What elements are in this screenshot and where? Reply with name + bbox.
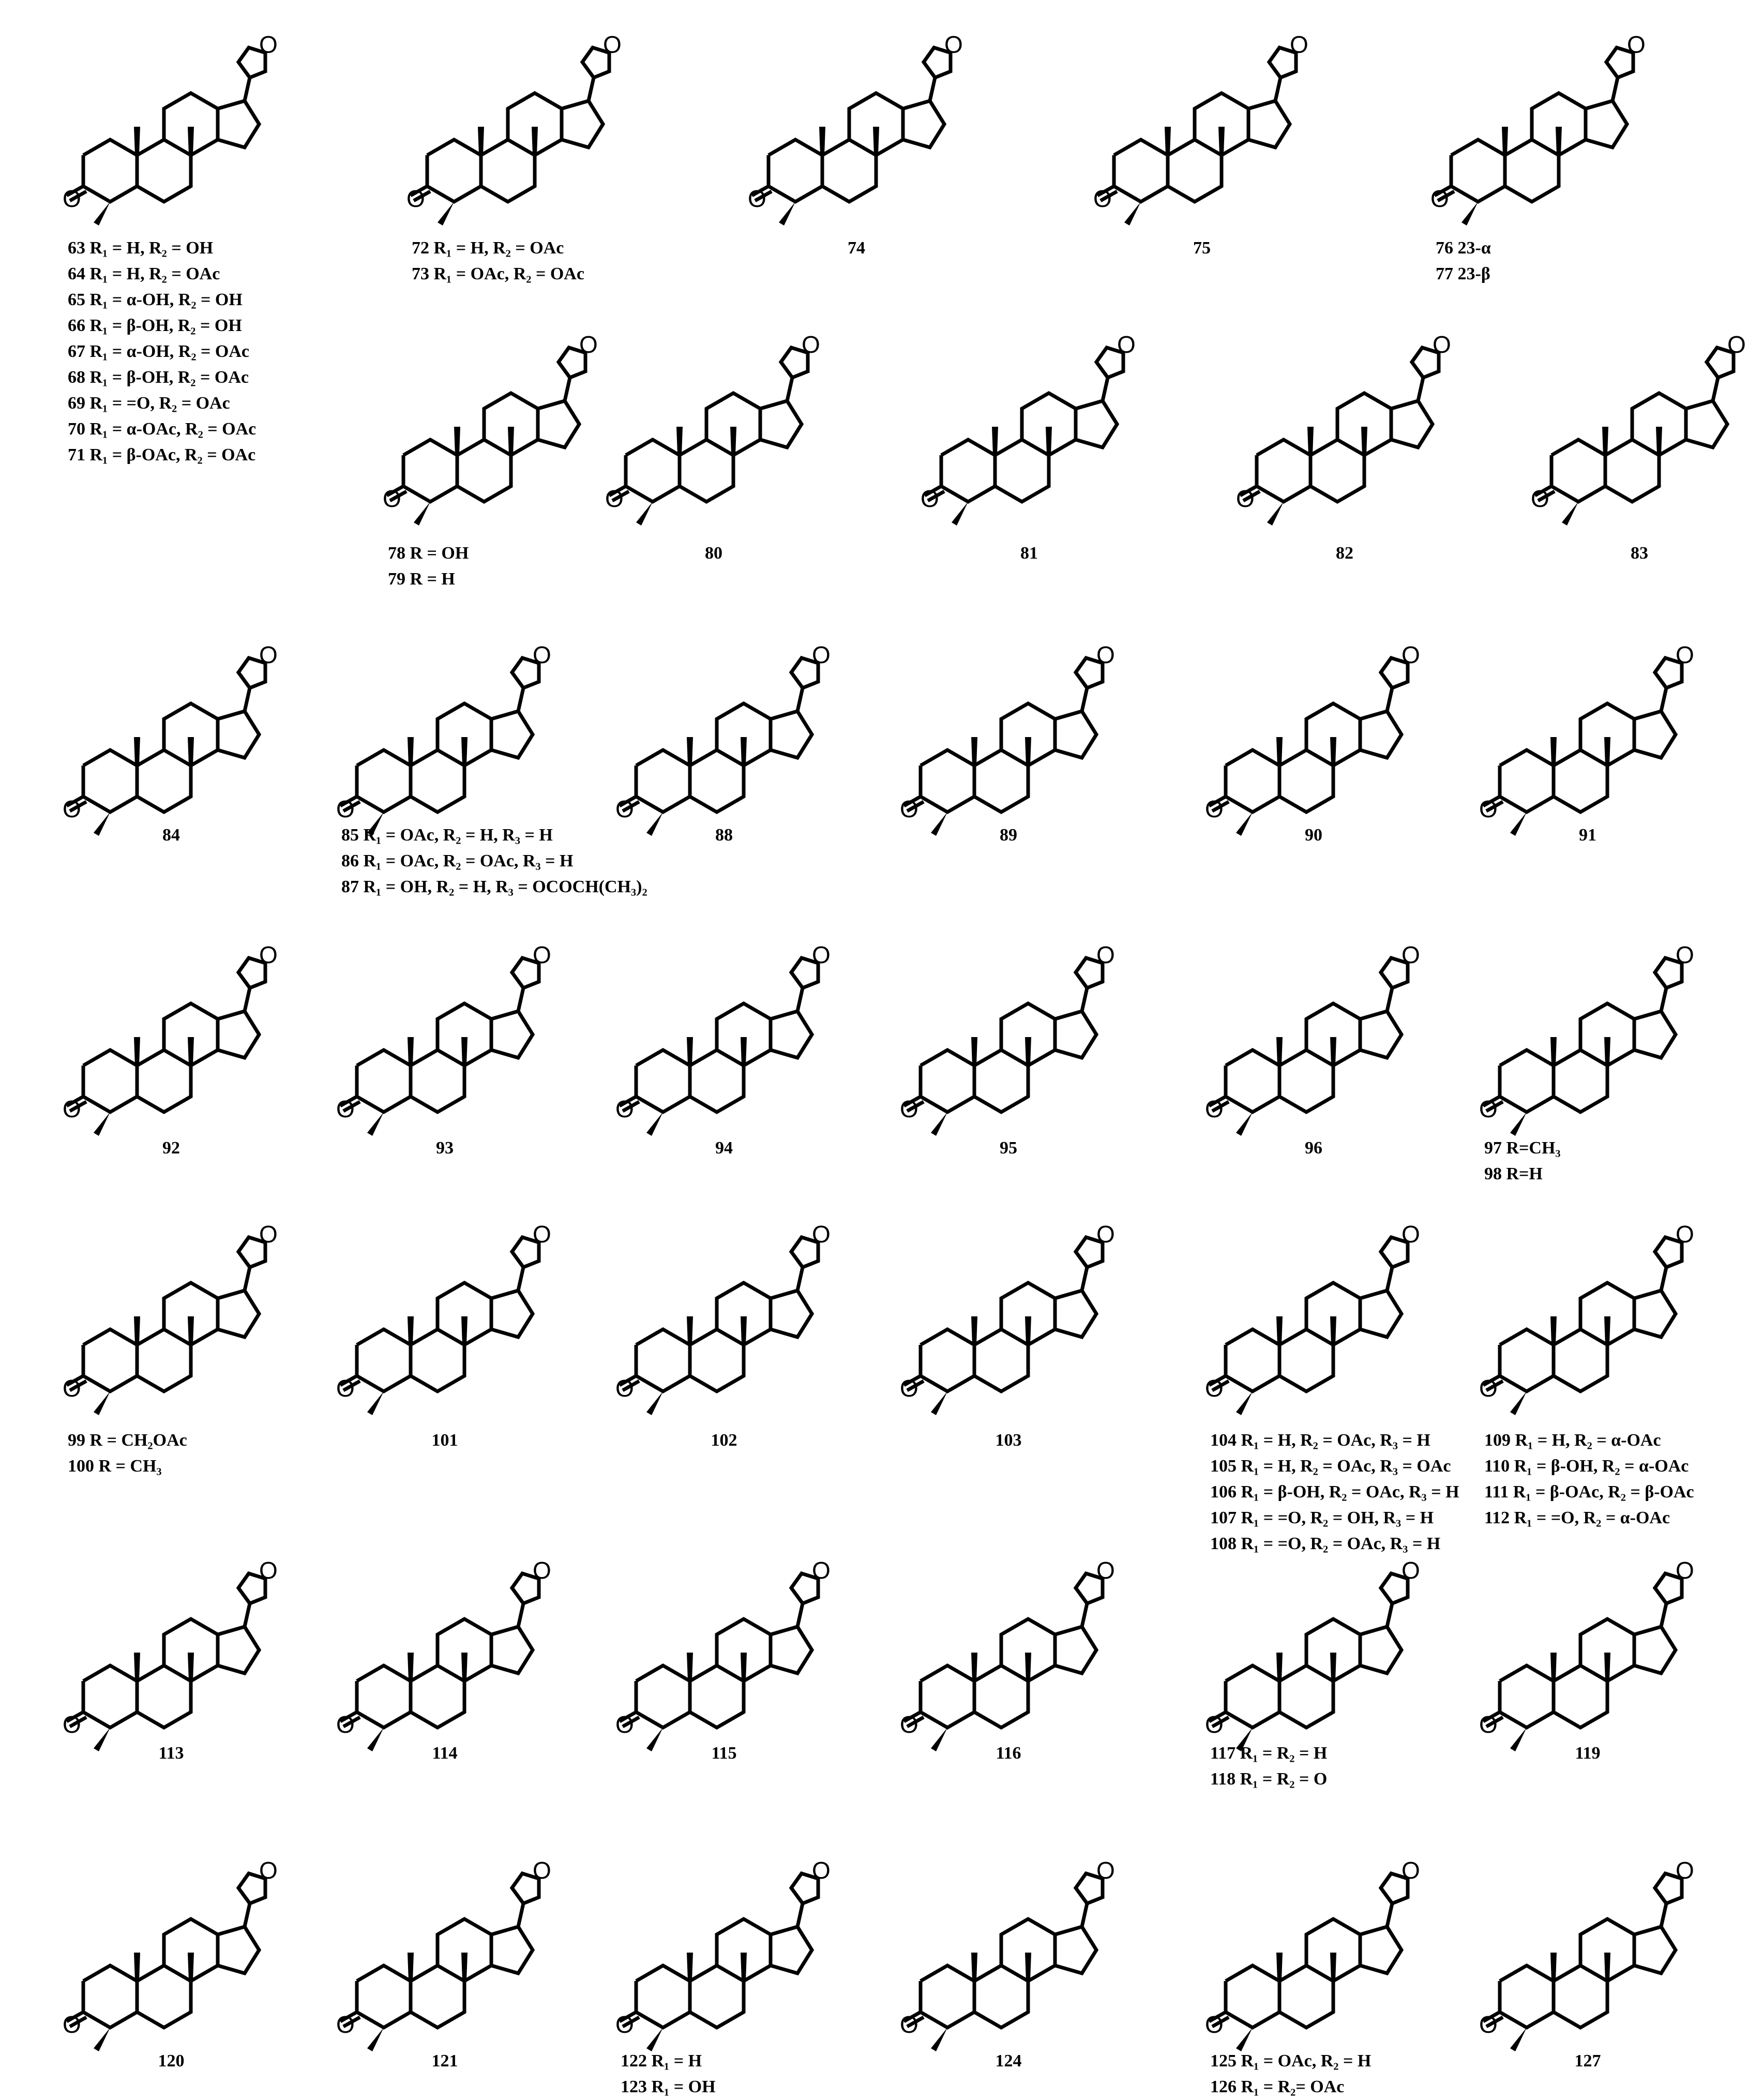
ketone-oxygen-label: O (1093, 185, 1112, 212)
ketone-oxygen-label: O (900, 796, 918, 822)
limonoid-skeleton-icon (1531, 331, 1748, 548)
ketone-oxygen-label: O (336, 1711, 355, 1738)
chemical-structure-122-123 (615, 1857, 833, 2077)
limonoid-skeleton-icon (900, 1857, 1117, 2074)
ketone-oxygen-label: O (900, 2011, 918, 2038)
compound-label-81 (1020, 541, 1038, 566)
compound-label-line: 115 (711, 1744, 737, 1763)
ketone-oxygen-label: O (383, 485, 401, 512)
ketone-oxygen-label: O (1205, 796, 1224, 822)
chemical-structure-95 (900, 941, 1117, 1161)
furan-oxygen-label: O (1402, 641, 1420, 668)
compound-label-114 (432, 1741, 457, 1766)
compound-label-line: 88 (715, 826, 733, 845)
ketone-oxygen-label: O (1430, 185, 1449, 212)
furan-oxygen-label: O (802, 331, 820, 358)
furan-oxygen-label: O (533, 1221, 551, 1248)
compound-label-117-118 (1210, 1741, 1327, 1792)
ketone-oxygen-label: O (1479, 2011, 1498, 2038)
furan-oxygen-label: O (1676, 641, 1694, 668)
compound-label-85-87 (341, 822, 647, 900)
compound-label-80 (705, 541, 722, 566)
compound-label-line: 90 (1305, 826, 1322, 845)
limonoid-skeleton-icon (63, 1221, 280, 1438)
chemical-structure-120 (63, 1857, 280, 2077)
ketone-oxygen-label: O (900, 1375, 918, 1402)
ketone-oxygen-label: O (900, 1096, 918, 1122)
compound-label-93 (436, 1135, 454, 1161)
compound-label-94 (715, 1135, 733, 1161)
compound-label-83 (1631, 541, 1648, 566)
compound-label-line: 109 R₁ = H, R₂ = α-OAc (1484, 1431, 1661, 1450)
compound-label-line: 63 R₁ = H, R₂ = OH (68, 238, 214, 258)
chemical-structure-83 (1531, 331, 1748, 551)
compound-label-line: 76 23-α (1436, 238, 1491, 258)
ketone-oxygen-label: O (63, 1711, 81, 1738)
compound-label-line: 64 R₁ = H, R₂ = OAc (68, 264, 220, 283)
furan-oxygen-label: O (1676, 941, 1694, 968)
chemical-structure-102 (615, 1221, 833, 1441)
compound-label-line: 71 R₁ = β-OAc, R₂ = OAc (68, 445, 256, 464)
chemical-structure-103 (900, 1221, 1117, 1441)
compound-label-line: 101 (431, 1431, 458, 1450)
furan-oxygen-label: O (259, 641, 278, 668)
chemical-structure-127 (1479, 1857, 1696, 2077)
furan-oxygen-label: O (1402, 1557, 1420, 1584)
furan-oxygen-label: O (1096, 1221, 1115, 1248)
ketone-oxygen-label: O (615, 1711, 634, 1738)
compound-label-104-108 (1210, 1428, 1459, 1557)
furan-oxygen-label: O (1627, 31, 1646, 58)
chemical-structure-80 (605, 331, 822, 551)
compound-label-line: 106 R₁ = β-OH, R₂ = OAc, R₃ = H (1210, 1482, 1459, 1502)
furan-oxygen-label: O (1117, 331, 1136, 358)
ketone-oxygen-label: O (1531, 485, 1549, 512)
limonoid-skeleton-icon (1479, 1857, 1696, 2074)
compound-label-line: 112 R₁ = =O, R₂ = α-OAc (1484, 1508, 1670, 1527)
compound-label-line: 125 R₁ = OAc, R₂ = H (1210, 2051, 1372, 2071)
compound-label-127 (1575, 2048, 1601, 2074)
compound-label-89 (1000, 822, 1017, 848)
compound-label-72-73 (412, 235, 584, 287)
compound-label-74 (848, 235, 865, 261)
compound-label-113 (158, 1741, 184, 1766)
compound-label-line: 65 R₁ = α-OH, R₂ = OH (68, 290, 243, 309)
furan-oxygen-label: O (1096, 1857, 1115, 1884)
compound-label-line: 103 (995, 1431, 1022, 1450)
furan-oxygen-label: O (1402, 1221, 1420, 1248)
limonoid-skeleton-icon (336, 1221, 553, 1438)
compound-label-88 (715, 822, 733, 848)
compound-label-line: 123 R₁ = OH (621, 2077, 716, 2096)
compound-label-line: 100 R = CH₃ (68, 1457, 162, 1476)
furan-oxygen-label: O (1727, 331, 1746, 358)
compound-label-line: 111 R₁ = β-OAc, R₂ = β-OAc (1484, 1482, 1694, 1502)
limonoid-skeleton-icon (1205, 1857, 1422, 2074)
compound-label-line: 99 R = CH₂OAc (68, 1431, 187, 1450)
chemical-structure-109-112 (1479, 1221, 1696, 1441)
limonoid-skeleton-icon (336, 1857, 553, 2074)
compound-label-line: 89 (1000, 826, 1017, 845)
chemical-structure-101 (336, 1221, 553, 1441)
compound-label-line: 126 R₁ = R₂= OAc (1210, 2077, 1345, 2096)
compound-label-line: 121 (431, 2051, 458, 2071)
furan-oxygen-label: O (259, 1557, 278, 1584)
furan-oxygen-label: O (533, 1557, 551, 1584)
compound-label-line: 68 R₁ = β-OH, R₂ = OAc (68, 368, 249, 387)
furan-oxygen-label: O (1676, 1857, 1694, 1884)
limonoid-skeleton-icon (383, 331, 600, 548)
compound-label-line: 83 (1631, 544, 1648, 563)
ketone-oxygen-label: O (336, 1375, 355, 1402)
ketone-oxygen-label: O (63, 1375, 81, 1402)
limonoid-skeleton-icon (406, 31, 624, 248)
limonoid-skeleton-icon (900, 941, 1117, 1159)
compound-label-75 (1193, 235, 1211, 261)
compound-label-124 (996, 2048, 1022, 2074)
furan-oxygen-label: O (1402, 1857, 1420, 1884)
furan-oxygen-label: O (259, 31, 278, 58)
compound-label-line: 82 (1336, 544, 1353, 563)
compound-label-91 (1579, 822, 1596, 848)
ketone-oxygen-label: O (1479, 1096, 1498, 1122)
furan-oxygen-label: O (1676, 1557, 1694, 1584)
chemical-structure-81 (921, 331, 1138, 551)
chemical-structure-76-77 (1430, 31, 1648, 251)
chemical-structure-82 (1236, 331, 1453, 551)
ketone-oxygen-label: O (615, 1375, 634, 1402)
limonoid-skeleton-icon (1205, 1221, 1422, 1438)
compound-label-line: 97 R=CH₃ (1484, 1138, 1561, 1158)
ketone-oxygen-label: O (63, 2011, 81, 2038)
compound-label-115 (711, 1741, 736, 1766)
compound-label-line: 114 (432, 1744, 458, 1763)
furan-oxygen-label: O (259, 1221, 278, 1248)
compound-label-line: 73 R₁ = OAc, R₂ = OAc (412, 264, 584, 283)
compound-label-line: 81 (1020, 544, 1038, 563)
compound-label-line: 78 R = OH (388, 544, 469, 563)
compound-label-line: 79 R = H (388, 569, 455, 589)
furan-oxygen-label: O (259, 941, 278, 968)
chemical-structure-99-100 (63, 1221, 280, 1441)
limonoid-skeleton-icon (921, 331, 1138, 548)
ketone-oxygen-label: O (748, 185, 766, 212)
limonoid-skeleton-icon (615, 1221, 833, 1438)
compound-label-line: 110 R₁ = β-OH, R₂ = α-OAc (1484, 1457, 1689, 1476)
ketone-oxygen-label: O (406, 185, 425, 212)
compound-label-119 (1575, 1741, 1600, 1766)
limonoid-skeleton-icon (1205, 941, 1422, 1159)
compound-label-125-126 (1210, 2048, 1371, 2100)
furan-oxygen-label: O (1096, 1557, 1115, 1584)
compound-label-120 (158, 2048, 185, 2074)
compound-label-line: 102 (711, 1431, 737, 1450)
limonoid-skeleton-icon (1479, 941, 1696, 1159)
compound-label-line: 85 R₁ = OAc, R₂ = H, R₃ = H (341, 826, 553, 845)
ketone-oxygen-label: O (615, 2011, 634, 2038)
compound-label-95 (1000, 1135, 1017, 1161)
limonoid-skeleton-icon (63, 1857, 280, 2074)
compound-label-line: 118 R₁ = R₂ = O (1210, 1769, 1328, 1789)
compound-label-78-79 (388, 541, 469, 592)
furan-oxygen-label: O (259, 1857, 278, 1884)
furan-oxygen-label: O (1096, 941, 1115, 968)
furan-oxygen-label: O (812, 941, 831, 968)
compound-label-line: 105 R₁ = H, R₂ = OAc, R₃ = OAc (1210, 1457, 1451, 1476)
chemical-structure-97-98 (1479, 941, 1696, 1161)
chemical-structure-75 (1093, 31, 1310, 251)
furan-oxygen-label: O (579, 331, 598, 358)
compound-label-line: 93 (436, 1138, 454, 1158)
limonoid-skeleton-icon (63, 941, 280, 1159)
limonoid-skeleton-icon (1479, 1221, 1696, 1438)
compound-label-line: 84 (162, 826, 180, 845)
compound-label-76-77 (1436, 235, 1491, 287)
compound-label-line: 74 (848, 238, 865, 258)
limonoid-skeleton-icon (63, 31, 280, 248)
compound-label-line: 104 R₁ = H, R₂ = OAc, R₃ = H (1210, 1431, 1430, 1450)
furan-oxygen-label: O (812, 641, 831, 668)
ketone-oxygen-label: O (336, 796, 355, 822)
ketone-oxygen-label: O (605, 485, 624, 512)
ketone-oxygen-label: O (615, 1096, 634, 1122)
furan-oxygen-label: O (1433, 331, 1451, 358)
chemical-structure-124 (900, 1857, 1117, 2077)
ketone-oxygen-label: O (336, 1096, 355, 1122)
chemical-structure-104-108 (1205, 1221, 1422, 1441)
compound-label-109-112 (1484, 1428, 1694, 1531)
compound-label-line: 72 R₁ = H, R₂ = OAc (412, 238, 564, 258)
compound-label-line: 69 R₁ = =O, R₂ = OAc (68, 394, 230, 413)
limonoid-skeleton-icon (605, 331, 822, 548)
compound-label-102 (711, 1428, 737, 1453)
ketone-oxygen-label: O (900, 1711, 918, 1738)
compound-label-line: 113 (158, 1744, 184, 1763)
compound-label-line: 122 R₁ = H (621, 2051, 702, 2071)
compound-label-90 (1305, 822, 1322, 848)
limonoid-skeleton-icon (615, 941, 833, 1159)
chemical-structure-74 (748, 31, 965, 251)
limonoid-skeleton-icon (1093, 31, 1310, 248)
compound-label-82 (1336, 541, 1353, 566)
chemical-structure-92 (63, 941, 280, 1161)
furan-oxygen-label: O (812, 1557, 831, 1584)
furan-oxygen-label: O (812, 1221, 831, 1248)
chemical-structure-94 (615, 941, 833, 1161)
compound-label-96 (1305, 1135, 1322, 1161)
furan-oxygen-label: O (1096, 641, 1115, 668)
ketone-oxygen-label: O (1205, 2011, 1224, 2038)
compound-label-line: 120 (158, 2051, 185, 2071)
compound-label-99-100 (68, 1428, 187, 1479)
compound-label-line: 91 (1579, 826, 1596, 845)
compound-label-line: 77 23-β (1436, 264, 1490, 283)
ketone-oxygen-label: O (1205, 1096, 1224, 1122)
furan-oxygen-label: O (533, 941, 551, 968)
chemical-structure-121 (336, 1857, 553, 2077)
compound-label-84 (162, 822, 180, 848)
furan-oxygen-label: O (812, 1857, 831, 1884)
compound-label-63-71 (68, 235, 256, 468)
compound-label-line: 95 (1000, 1138, 1017, 1158)
compound-label-line: 127 (1574, 2051, 1601, 2071)
limonoid-skeleton-icon (1430, 31, 1648, 248)
limonoid-skeleton-icon (1236, 331, 1453, 548)
compound-label-line: 117 R₁ = R₂ = H (1210, 1744, 1328, 1763)
compound-label-line: 70 R₁ = α-OAc, R₂ = OAc (68, 419, 257, 439)
furan-oxygen-label: O (1402, 941, 1420, 968)
compound-label-line: 98 R=H (1484, 1164, 1543, 1183)
compound-label-line: 124 (995, 2051, 1022, 2071)
furan-oxygen-label: O (533, 641, 551, 668)
ketone-oxygen-label: O (1205, 1375, 1224, 1402)
compound-label-line: 87 R₁ = OH, R₂ = H, R₃ = OCOCH(CH₃)₂ (341, 877, 647, 896)
chemical-structure-93 (336, 941, 553, 1161)
limonoid-skeleton-icon (615, 1857, 833, 2074)
chemical-structure-125-126 (1205, 1857, 1422, 2077)
ketone-oxygen-label: O (63, 796, 81, 822)
compound-label-line: 66 R₁ = β-OH, R₂ = OH (68, 316, 242, 335)
compound-label-116 (996, 1741, 1021, 1766)
chemical-structure-63-71 (63, 31, 280, 251)
chemical-structure-72-73 (406, 31, 624, 251)
compound-label-line: 119 (1575, 1744, 1601, 1763)
compound-label-line: 116 (996, 1744, 1021, 1763)
limonoid-skeleton-icon (900, 1221, 1117, 1438)
compound-label-92 (162, 1135, 180, 1161)
compound-label-line: 108 R₁ = =O, R₂ = OAc, R₃ = H (1210, 1534, 1441, 1553)
compound-label-122-123 (621, 2048, 716, 2100)
limonoid-skeleton-icon (748, 31, 965, 248)
limonoid-skeleton-icon (336, 941, 553, 1159)
compound-label-line: 107 R₁ = =O, R₂ = OH, R₃ = H (1210, 1508, 1434, 1527)
ketone-oxygen-label: O (615, 796, 634, 822)
compound-label-101 (432, 1428, 458, 1453)
furan-oxygen-label: O (1676, 1221, 1694, 1248)
ketone-oxygen-label: O (1479, 1375, 1498, 1402)
compound-label-line: 94 (715, 1138, 733, 1158)
compound-label-121 (432, 2048, 458, 2074)
ketone-oxygen-label: O (921, 485, 939, 512)
chemical-structure-78-79 (383, 331, 600, 551)
ketone-oxygen-label: O (336, 2011, 355, 2038)
ketone-oxygen-label: O (63, 185, 81, 212)
chemical-structure-96 (1205, 941, 1422, 1161)
compound-label-103 (996, 1428, 1022, 1453)
ketone-oxygen-label: O (63, 1096, 81, 1122)
ketone-oxygen-label: O (1479, 1711, 1498, 1738)
ketone-oxygen-label: O (1205, 1711, 1224, 1738)
furan-oxygen-label: O (944, 31, 963, 58)
compound-label-97-98 (1484, 1135, 1561, 1187)
furan-oxygen-label: O (1290, 31, 1308, 58)
furan-oxygen-label: O (603, 31, 622, 58)
compound-label-line: 92 (162, 1138, 180, 1158)
ketone-oxygen-label: O (1236, 485, 1255, 512)
compound-label-line: 86 R₁ = OAc, R₂ = OAc, R₃ = H (341, 851, 574, 871)
compound-label-line: 80 (705, 544, 722, 563)
compound-label-line: 75 (1193, 238, 1211, 258)
furan-oxygen-label: O (533, 1857, 551, 1884)
ketone-oxygen-label: O (1479, 796, 1498, 822)
compound-label-line: 96 (1305, 1138, 1322, 1158)
compound-label-line: 67 R₁ = α-OH, R₂ = OAc (68, 342, 250, 361)
